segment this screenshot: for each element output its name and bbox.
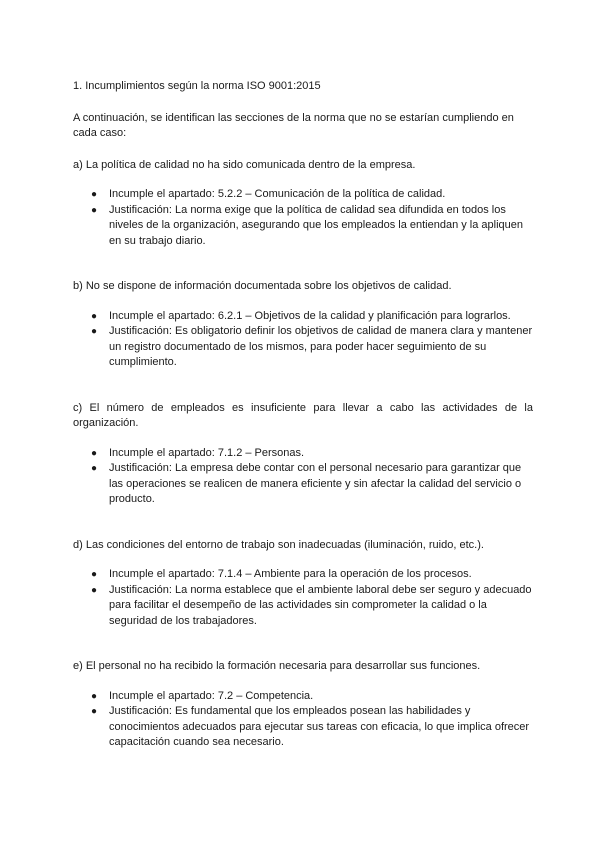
section-list	[73, 446, 533, 508]
list-item-incumple	[91, 567, 533, 583]
list-item-justificacion	[91, 583, 533, 630]
section-d	[73, 538, 533, 630]
section-b	[73, 279, 533, 371]
justificacion-text: Justificación: La norma establece que el ambiente laboral debe ser seguro y adecuado para facilitar el desempeño de las actividades sin comprometer la calidad o la seguridad de los trabajadores.	[109, 583, 532, 627]
section-question: e) El personal no ha recibido la formación necesaria para desarrollar sus funciones.	[73, 660, 481, 672]
section-question: b) No se dispone de información documentada sobre los objetivos de calidad.	[73, 280, 452, 292]
bullet-icon: ●	[91, 463, 98, 474]
section-list	[73, 187, 533, 249]
document-title: 1. Incumplimientos según la norma ISO 9001:2015	[73, 80, 321, 92]
list-item-incumple	[91, 446, 533, 462]
document-page	[73, 79, 533, 781]
section-question: d) Las condiciones del entorno de trabajo son inadecuadas (iluminación, ruido, etc.).	[73, 538, 484, 551]
section-question: a) La política de calidad no ha sido comunicada dentro de la empresa.	[73, 158, 416, 171]
section-c	[73, 401, 533, 508]
bullet-icon: ●	[91, 584, 98, 596]
bullet-icon: ●	[91, 447, 98, 459]
justificacion-text: Justificación: La norma exige que la política de calidad sea difundida en todos los niveles de la organización, asegurando que los empleados la entiendan y la apliquen en su trabajo diario.	[109, 203, 524, 247]
justificacion-text: Justificación: Es obligatorio definir los objetivos de calidad de manera clara y mantener un registro documentado de los mismos, para poder hacer seguimiento de su cumplimiento.	[109, 325, 533, 368]
incumple-text: Incumple el apartado: 7.2 – Competencia.	[109, 689, 314, 702]
list-item-justificacion	[91, 203, 533, 250]
bullet-icon: ●	[91, 326, 98, 337]
list-item-justificacion	[91, 461, 533, 508]
bullet-icon: ●	[91, 569, 98, 580]
incumple-text: Incumple el apartado: 5.2.2 – Comunicación de la política de calidad.	[109, 188, 446, 200]
section-list	[73, 309, 533, 371]
section-list	[73, 689, 533, 751]
intro-paragraph: A continuación, se identifican las secciones de la norma que no se estarían cumpliendo en cada caso:	[73, 111, 514, 139]
justificacion-text: Justificación: La empresa debe contar con el personal necesario para garantizar que las operaciones se realicen de manera eficiente y sin afectar la calidad del servicio o producto.	[109, 462, 522, 505]
incumple-text: Incumple el apartado: 6.2.1 – Objetivos de la calidad y planificación para lograrlos.	[109, 309, 511, 322]
list-item-incumple	[91, 187, 533, 203]
bullet-icon: ●	[91, 189, 98, 200]
section-a	[73, 158, 533, 250]
bullet-icon: ●	[91, 204, 98, 216]
bullet-icon: ●	[91, 310, 98, 322]
list-item-justificacion	[91, 704, 533, 751]
section-question: c) El número de empleados es insuficiente para llevar a cabo las actividades de la organización.	[73, 401, 533, 429]
list-item-incumple	[91, 309, 533, 325]
list-item-justificacion	[91, 324, 533, 371]
justificacion-text: Justificación: Es fundamental que los empleados posean las habilidades y conocimientos adecuados para ejecutar sus tareas con eficacia, lo que implica ofrecer capacitación cuando sea necesario.	[109, 705, 530, 748]
bullet-icon: ●	[91, 706, 98, 717]
incumple-text: Incumple el apartado: 7.1.4 – Ambiente para la operación de los procesos.	[109, 568, 472, 580]
incumple-text: Incumple el apartado: 7.1.2 – Personas.	[109, 446, 305, 459]
section-e	[73, 659, 533, 751]
bullet-icon: ●	[91, 690, 98, 702]
list-item-incumple	[91, 689, 533, 705]
section-list	[73, 567, 533, 629]
